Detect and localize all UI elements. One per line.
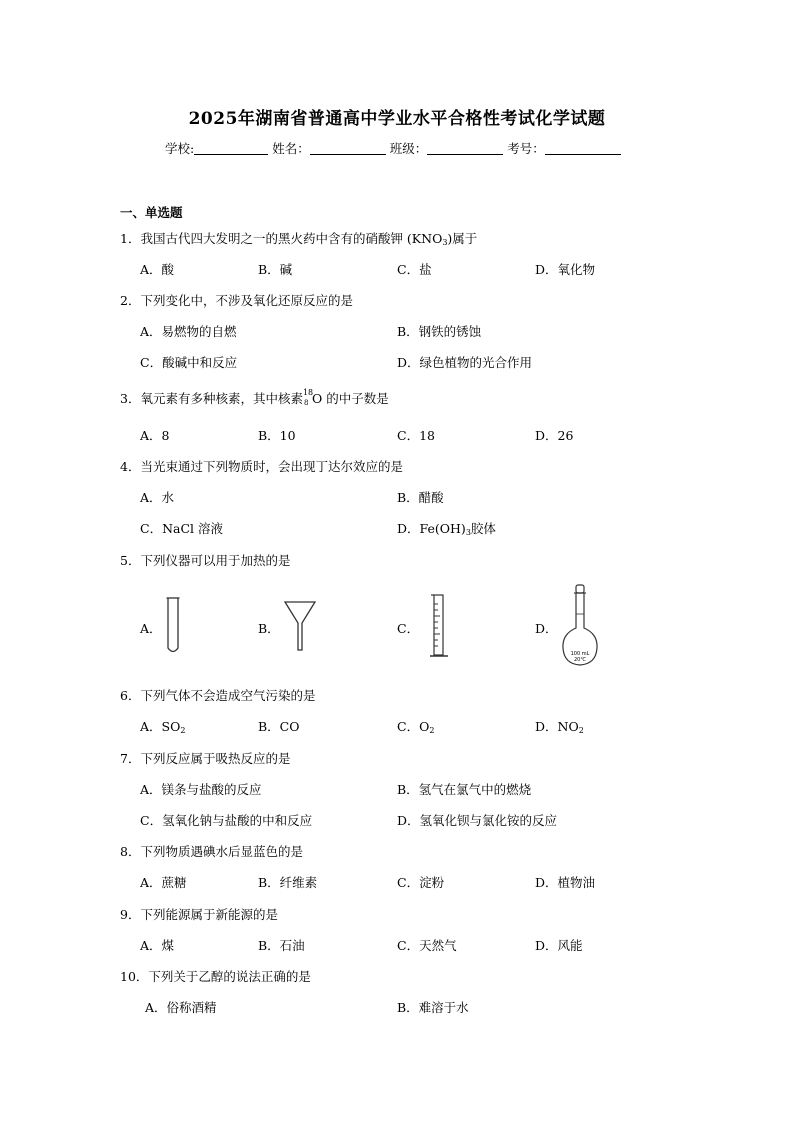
q1-option-c[interactable]: C．盐 xyxy=(397,262,432,277)
q3-option-d[interactable]: D．26 xyxy=(535,428,574,443)
q4-option-d[interactable]: D．$Fe(OH)_3$胶体 xyxy=(397,521,496,537)
q2-option-b[interactable]: B．钢铁的锈蚀 xyxy=(397,324,482,339)
school-label: 学校: xyxy=(165,141,195,156)
school-blank[interactable] xyxy=(194,142,268,155)
q10-option-a[interactable]: A．俗称酒精 xyxy=(145,1000,217,1015)
q1-option-b[interactable]: B．碱 xyxy=(258,262,293,277)
question-9-stem: 9．下列能源属于新能源的是 xyxy=(120,907,278,922)
question-2-stem: 2．下列变化中，不涉及氧化还原反应的是 xyxy=(120,293,353,308)
q4-option-c[interactable]: C．NaCl 溶液 xyxy=(140,521,223,536)
isotope-notation: 18 8 xyxy=(302,388,314,407)
class-blank[interactable] xyxy=(427,142,503,155)
student-info-line xyxy=(165,139,621,157)
q6-option-d[interactable]: D．$NO_2$ xyxy=(535,719,584,735)
q9-option-b[interactable]: B．石油 xyxy=(258,938,305,953)
q5-option-a[interactable]: A． xyxy=(140,621,162,636)
question-10-stem: 10．下列关于乙醇的说法正确的是 xyxy=(120,969,311,984)
q2-option-d[interactable]: D．绿色植物的光合作用 xyxy=(397,355,533,370)
q4-option-a[interactable]: A．水 xyxy=(140,490,175,505)
name-label: 姓名： xyxy=(272,141,310,156)
question-1-stem: 1．我国古代四大发明之一的黑火药中含有的硝酸钾 $(KNO_3)$属于 xyxy=(120,231,478,247)
q5-option-b[interactable]: B． xyxy=(258,621,280,636)
q3-option-a[interactable]: A．8 xyxy=(140,428,170,443)
exam-no-blank[interactable] xyxy=(545,142,621,155)
page-title: 2025年湖南省普通高中学业水平合格性考试化学试题 xyxy=(188,109,606,129)
flask-temp-label: 20℃ xyxy=(574,657,586,663)
q2-option-c[interactable]: C．酸碱中和反应 xyxy=(140,355,238,370)
question-8-stem: 8．下列物质遇碘水后显蓝色的是 xyxy=(120,844,303,859)
question-6-stem: 6．下列气体不会造成空气污染的是 xyxy=(120,688,316,703)
flask-volume-label: 100 mL xyxy=(570,651,590,657)
q7-option-c[interactable]: C．氢氧化钠与盐酸的中和反应 xyxy=(140,813,313,828)
q5-option-c[interactable]: C． xyxy=(397,621,420,636)
q9-option-c[interactable]: C．天然气 xyxy=(397,938,457,953)
q10-option-b[interactable]: B．难溶于水 xyxy=(397,1000,469,1015)
question-3-stem: 3．氧元素有多种核素，其中核素 18 8 O 的中子数是 xyxy=(120,388,389,407)
q2-option-a[interactable]: A．易燃物的自燃 xyxy=(140,324,237,339)
q8-option-c[interactable]: C．淀粉 xyxy=(397,875,445,890)
graduated-cylinder-icon xyxy=(428,592,450,660)
q7-option-a[interactable]: A．镁条与盐酸的反应 xyxy=(140,782,262,797)
question-7-stem: 7．下列反应属于吸热反应的是 xyxy=(120,751,291,766)
volumetric-flask-icon xyxy=(560,584,600,670)
q9-option-d[interactable]: D．风能 xyxy=(535,938,583,953)
q8-option-a[interactable]: A．蔗糖 xyxy=(140,875,187,890)
name-blank[interactable] xyxy=(310,142,386,155)
q1-option-d[interactable]: D．氧化物 xyxy=(535,262,596,277)
q7-option-d[interactable]: D．氢氧化钡与氯化铵的反应 xyxy=(397,813,558,828)
q5-option-d[interactable]: D． xyxy=(535,621,558,636)
q6-option-b[interactable]: B．CO xyxy=(258,719,300,734)
question-5-stem: 5．下列仪器可以用于加热的是 xyxy=(120,553,291,568)
q8-option-d[interactable]: D．植物油 xyxy=(535,875,596,890)
class-label: 班级： xyxy=(389,141,428,156)
exam-no-label: 考号： xyxy=(507,141,545,156)
section-heading: 一、单选题 xyxy=(120,205,183,220)
q6-option-a[interactable]: A．$SO_2$ xyxy=(140,719,186,735)
q8-option-b[interactable]: B．纤维素 xyxy=(258,875,318,890)
q4-option-b[interactable]: B．醋酸 xyxy=(397,490,444,505)
q9-option-a[interactable]: A．煤 xyxy=(140,938,175,953)
q6-option-c[interactable]: C．$O_2$ xyxy=(397,719,435,735)
q3-option-c[interactable]: C．18 xyxy=(397,428,435,443)
q1-option-a[interactable]: A．酸 xyxy=(140,262,175,277)
question-4-stem: 4．当光束通过下列物质时，会出现丁达尔效应的是 xyxy=(120,459,403,474)
test-tube-icon xyxy=(166,596,180,656)
q7-option-b[interactable]: B．氢气在氯气中的燃烧 xyxy=(397,782,532,797)
funnel-icon xyxy=(283,599,317,653)
q3-option-b[interactable]: B．10 xyxy=(258,428,296,443)
